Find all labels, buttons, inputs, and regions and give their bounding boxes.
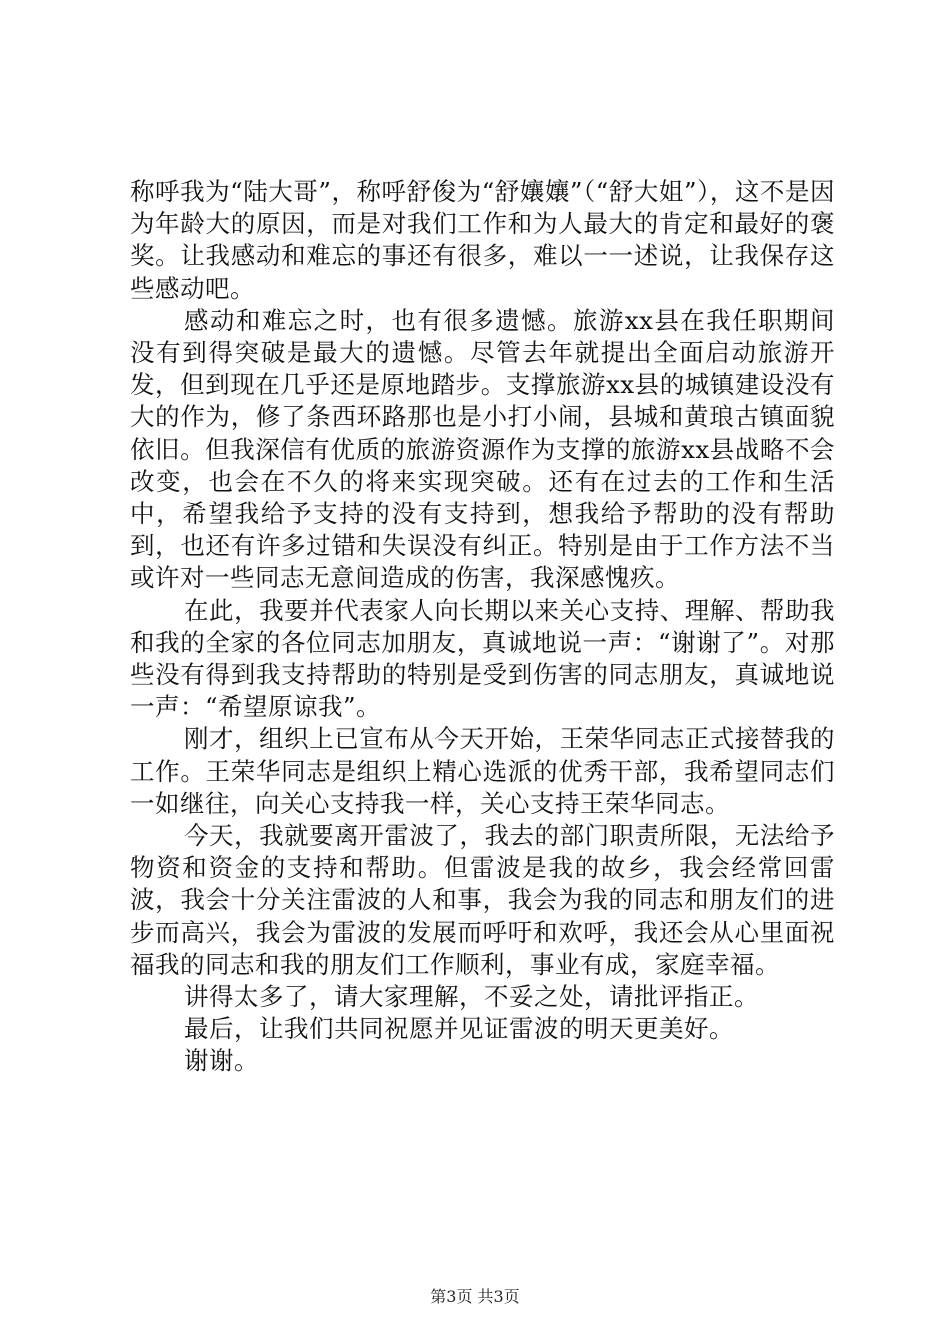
paragraph-8: 谢谢。: [184, 1046, 259, 1076]
paragraph-3: 在此，我要并代表家人向长期以来关心支持、理解、帮助我和我的全家的各位同志加朋友，真诚地说一声：“谢谢了”。对那些没有得到我支持帮助的特别是受到伤害的同志朋友，真诚地说一声：“希望原谅我”。: [130, 595, 835, 722]
paragraph-6: 讲得太多了，请大家理解，不妥之处，请批评指正。: [184, 982, 759, 1012]
paragraph-4: 刚才，组织上已宣布从今天开始，王荣华同志正式接替我的工作。王荣华同志是组织上精心选派的优秀干部，我希望同志们一如继往，向关心支持我一样，关心支持王荣华同志。: [130, 724, 835, 818]
paragraph-5: 今天，我就要离开雷波了，我去的部门职责所限，无法给予物资和资金的支持和帮助。但雷波是我的故乡，我会经常回雷波，我会十分关注雷波的人和事，我会为我的同志和朋友们的进步而高兴，我会为雷波的发展而呼吁和欢呼，我还会从心里面祝福我的同志和我的朋友们工作顺利，事业有成，家庭幸福。: [130, 821, 835, 979]
document-body: [130, 176, 835, 1078]
paragraph-2: 感动和难忘之时，也有很多遗憾。旅游xx县在我任职期间没有到得突破是最大的遗憾。尽管去年就提出全面启动旅游开发，但到现在几乎还是原地踏步。支撑旅游xx县的城镇建设没有大的作为，修了条西环路那也是小打小闹，县城和黄琅古镇面貌依旧。但我深信有优质的旅游资源作为支撑的旅游xx县战略不会改变，也会在不久的将来实现突破。还有在过去的工作和生活中，希望我给予支持的没有支持到，想我给予帮助的没有帮助到，也还有许多过错和失误没有纠正。特别是由于工作方法不当或许对一些同志无意间造成的伤害，我深感愧疚。: [130, 305, 835, 593]
paragraph-7: 最后，让我们共同祝愿并见证雷波的明天更美好。: [184, 1014, 734, 1044]
paragraph-1: 称呼我为“陆大哥”，称呼舒俊为“舒孃孃”（“舒大姐”），这不是因为年龄大的原因，而是对我们工作和为人最大的肯定和最好的褒奖。让我感动和难忘的事还有很多，难以一一述说，让我保存这些感动吧。: [130, 177, 835, 303]
page-number-footer: 第3页 共3页: [430, 1287, 520, 1306]
